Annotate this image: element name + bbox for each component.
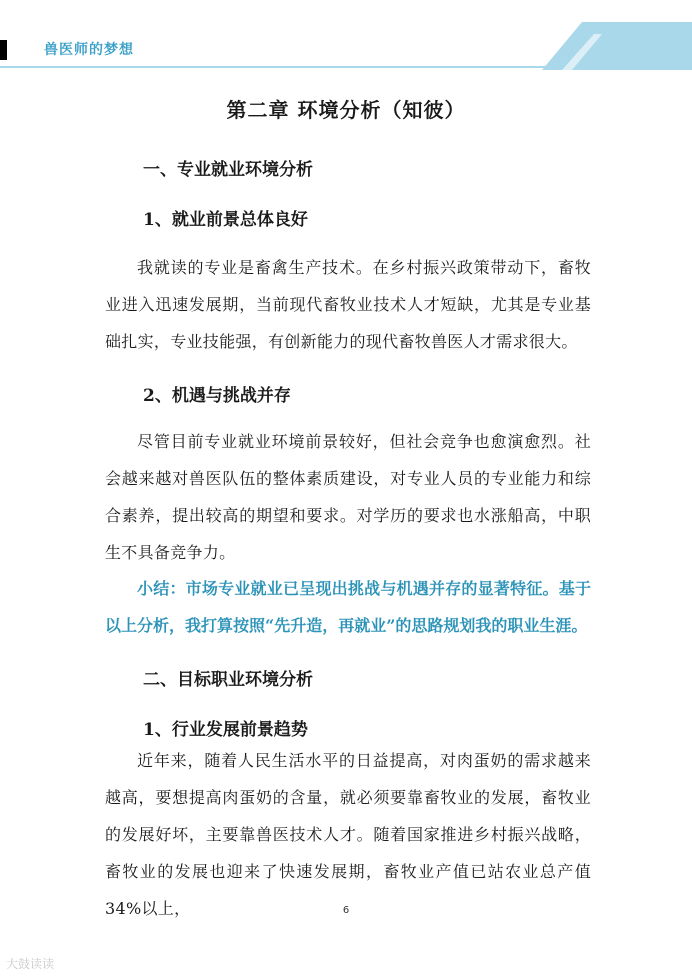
header-divider (0, 66, 560, 68)
header-decoration (542, 22, 692, 70)
header-title: 兽医师的梦想 (44, 42, 134, 58)
section-heading-1: 一、专业就业环境分析 (143, 160, 313, 180)
subsection-heading-1-2: 2、机遇与挑战并存 (143, 386, 291, 406)
paragraph-1-2: 尽管目前专业就业环境前景较好，但社会竞争也愈演愈烈。社会越来越对兽医队伍的整体素质建设，对专业人员的专业能力和综合素养，提出较高的期望和要求。对学历的要求也水涨船高，中职生不具备竞争力。 (105, 432, 591, 562)
page-header (0, 22, 692, 80)
subsection-heading-2-1: 1、行业发展前景趋势 (143, 720, 308, 740)
watermark-logo: 大鼓读读 (6, 957, 55, 971)
paragraph-1-1: 我就读的专业是畜禽生产技术。在乡村振兴政策带动下，畜牧业进入迅速发展期，当前现代畜牧业技术人才短缺，尤其是专业基础扎实，专业技能强，有创新能力的现代畜牧兽医人才需求很大。 (105, 258, 591, 351)
subsection-heading-1-1: 1、就业前景总体良好 (143, 210, 308, 230)
page-number: 6 (342, 905, 350, 916)
chapter-title: 第二章 环境分析（知彼） (226, 98, 466, 122)
header-accent-bar (0, 40, 7, 60)
summary-paragraph: 小结：市场专业就业已呈现出挑战与机遇并存的显著特征。基于以上分析，我打算按照“先升造，再就业”的思路规划我的职业生涯。 (105, 579, 591, 635)
paragraph-2-1: 近年来，随着人民生活水平的日益提高，对肉蛋奶的需求越来越高，要想提高肉蛋奶的含量，就必须要靠畜牧业的发展，畜牧业的发展好坏，主要靠兽医技术人才。随着国家推进乡村振兴战略，畜牧业的发展也迎来了快速发展期，畜牧业产值已站农业总产值 34%以上， (105, 751, 591, 918)
section-heading-2: 二、目标职业环境分析 (143, 670, 313, 690)
